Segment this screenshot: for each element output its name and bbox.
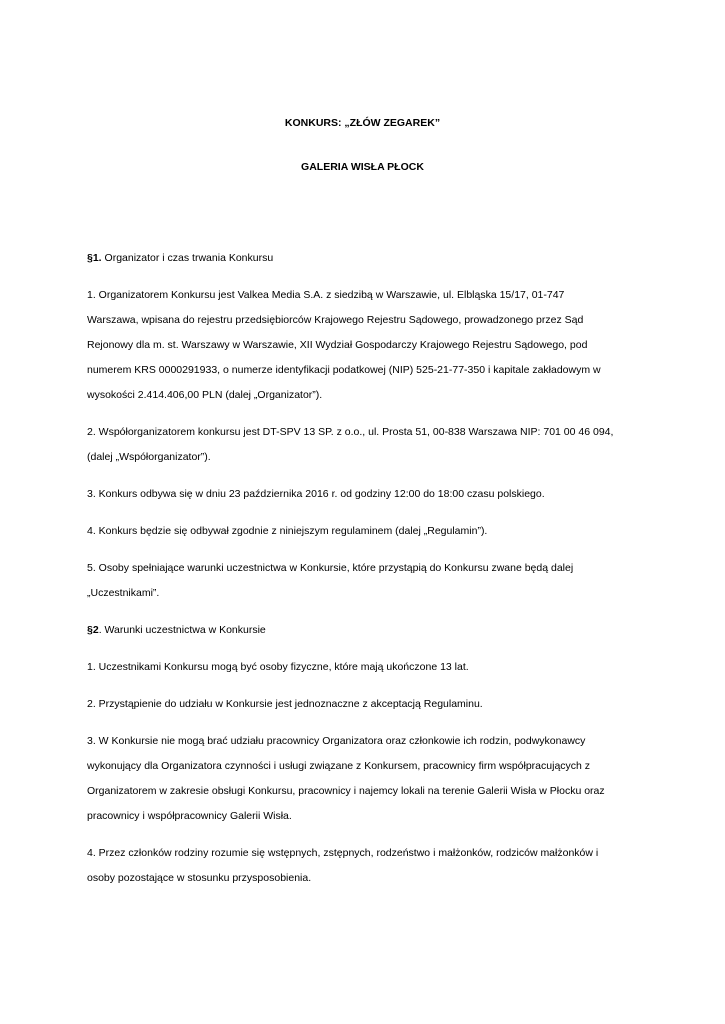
section-2-paragraph-1 <box>87 655 667 680</box>
text-line: 4. Przez członków rodziny rozumie się wstępnych, zstępnych, rodzeństwo i małżonków, rodziców małżonków i <box>87 847 599 859</box>
section-1-heading <box>87 246 667 271</box>
text-line: wysokości 2.414.406,00 PLN (dalej „Organizator”). <box>87 389 323 401</box>
section-1-paragraph-2 <box>87 420 667 470</box>
document-subtitle: GALERIA WISŁA PŁOCK <box>301 161 424 173</box>
document-title: KONKURS: „ZŁÓW ZEGAREK” <box>284 117 441 129</box>
text-line: Warszawa, wpisana do rejestru przedsiębiorców Krajowego Rejestru Sądowego, prowadzonego przez Sąd <box>87 314 584 326</box>
text-line: Organizatorem w zakresie obsługi Konkursu, pracownicy i najemcy lokali na terenie Galerii Wisła w Płocku oraz <box>87 785 605 797</box>
text-line: 1. Uczestnikami Konkursu mogą być osoby fizyczne, które mają ukończone 13 lat. <box>87 661 469 673</box>
document-body <box>87 246 667 903</box>
section-2-number: §2 <box>87 624 99 636</box>
text-line: 3. W Konkursie nie mogą brać udziału pracownicy Organizatora oraz członkowie ich rodzin, podwykonawcy <box>87 735 586 747</box>
section-2-heading <box>87 618 667 643</box>
text-line: (dalej „Współorganizator”). <box>87 451 211 463</box>
text-line: 2. Współorganizatorem konkursu jest DT-SPV 13 SP. z o.o., ul. Prosta 51, 00-838 Warszawa NIP: 701 00 46 094, <box>87 426 614 438</box>
section-1-paragraph-4 <box>87 519 667 544</box>
section-1-title: Organizator i czas trwania Konkursu <box>101 252 274 264</box>
section-2-title: . Warunki uczestnictwa w Konkursie <box>98 624 266 636</box>
text-line: wykonujący dla Organizatora czynności i usługi związane z Konkursem, pracownicy firm współpracujących z <box>87 760 591 772</box>
text-line: 3. Konkurs odbywa się w dniu 23 października 2016 r. od godziny 12:00 do 18:00 czasu polskiego. <box>87 488 545 500</box>
section-1-paragraph-1 <box>87 283 667 408</box>
text-line: numerem KRS 0000291933, o numerze identyfikacji podatkowej (NIP) 525-21-77-350 i kapitale zakładowym w <box>87 364 601 376</box>
text-line: pracownicy i współpracownicy Galerii Wisła. <box>87 810 292 822</box>
section-1-paragraph-3 <box>87 482 667 507</box>
text-line: osoby pozostające w stosunku przysposobienia. <box>87 872 312 884</box>
text-line: 5. Osoby spełniające warunki uczestnictwa w Konkursie, które przystąpią do Konkursu zwane będą dalej <box>87 562 574 574</box>
text-line: Rejonowy dla m. st. Warszawy w Warszawie, XII Wydział Gospodarczy Krajowego Rejestru Sądowego, pod <box>87 339 588 351</box>
text-line: 2. Przystąpienie do udziału w Konkursie jest jednoznaczne z akceptacją Regulaminu. <box>87 698 483 710</box>
section-1-number: §1. <box>87 252 102 264</box>
section-2-paragraph-4 <box>87 841 667 891</box>
text-line: „Uczestnikami”. <box>87 587 160 599</box>
section-1-paragraph-5 <box>87 556 667 606</box>
section-2-paragraph-3 <box>87 729 667 829</box>
text-line: 4. Konkurs będzie się odbywał zgodnie z niniejszym regulaminem (dalej „Regulamin”). <box>87 525 488 537</box>
text-line: 1. Organizatorem Konkursu jest Valkea Media S.A. z siedzibą w Warszawie, ul. Elbląska 15/17, 01-747 <box>87 289 565 301</box>
section-2-paragraph-2 <box>87 692 667 717</box>
